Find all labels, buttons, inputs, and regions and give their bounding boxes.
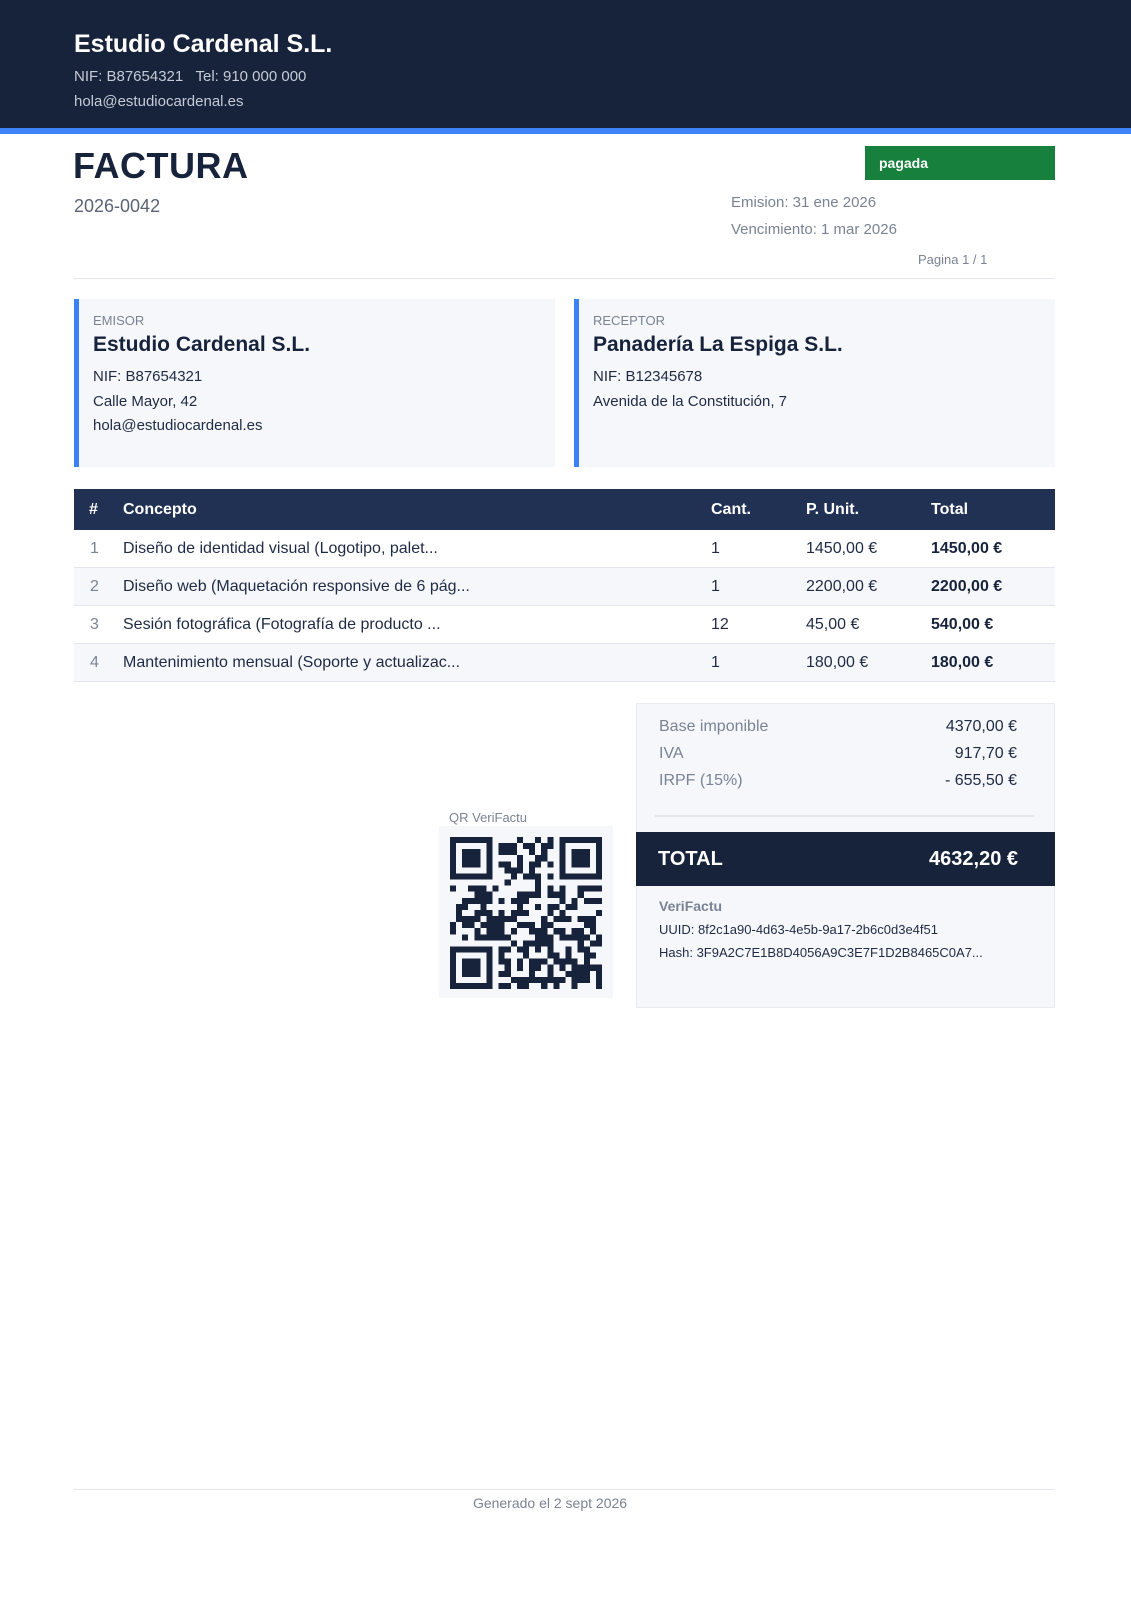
irpf-label: IRPF (15%) — [659, 772, 743, 789]
row-qty: 1 — [711, 644, 806, 682]
row-qty: 1 — [711, 530, 806, 568]
emisor-label: EMISOR — [93, 313, 145, 328]
row-concept: Sesión fotográfica (Fotografía de producto ... — [123, 606, 711, 644]
verifactu-hash: Hash: 3F9A2C7E1B8D4056A9C3E7F1D2B8465C0A7... — [659, 945, 983, 960]
col-header-total: Total — [931, 489, 1055, 530]
emisor-card — [74, 299, 555, 467]
row-total: 1450,00 € — [931, 530, 1055, 568]
divider — [74, 278, 1055, 279]
qr-code — [450, 837, 602, 989]
row-total: 180,00 € — [931, 644, 1055, 682]
company-nif-phone: NIF: B87654321 Tel: 910 000 000 — [74, 68, 307, 85]
col-header-concept: Concepto — [123, 489, 711, 530]
emisor-name: Estudio Cardenal S.L. — [93, 333, 311, 356]
receptor-label: RECEPTOR — [593, 313, 665, 328]
row-total: 2200,00 € — [931, 568, 1055, 606]
row-concept: Mantenimiento mensual (Soporte y actualizac... — [123, 644, 711, 682]
footer-generated-date: Generado el 2 sept 2026 — [472, 1495, 628, 1511]
row-index: 2 — [74, 568, 123, 606]
row-concept: Diseño web (Maquetación responsive de 6 pág... — [123, 568, 711, 606]
receptor-address: Avenida de la Constitución, 7 — [593, 393, 788, 410]
verifactu-title: VeriFactu — [659, 898, 723, 914]
grand-total-value: 4632,20 € — [929, 848, 1018, 870]
row-index: 3 — [74, 606, 123, 644]
row-unit-price: 1450,00 € — [806, 530, 931, 568]
base-value: 4370,00 € — [945, 718, 1017, 735]
invoice-number: 2026-0042 — [74, 196, 161, 216]
table-header-row — [74, 489, 1055, 530]
receptor-nif: NIF: B12345678 — [593, 368, 703, 385]
emisor-nif: NIF: B87654321 — [93, 368, 203, 385]
irpf-value: - 655,50 € — [944, 772, 1017, 789]
grand-total-bar — [636, 832, 1055, 886]
totals-divider — [655, 815, 1034, 817]
row-unit-price: 45,00 € — [806, 606, 931, 644]
qr-label: QR VeriFactu — [449, 810, 528, 825]
verifactu-uuid: UUID: 8f2c1a90-4d63-4e5b-9a17-2b6c0d3e4f51 — [659, 922, 938, 937]
status-badge: pagada — [865, 146, 1055, 180]
company-name: Estudio Cardenal S.L. — [74, 30, 333, 58]
qr-frame — [439, 826, 613, 998]
row-index: 1 — [74, 530, 123, 568]
grand-total-label: TOTAL — [658, 848, 723, 870]
iva-value: 917,70 € — [954, 745, 1017, 762]
row-qty: 1 — [711, 568, 806, 606]
due-date: Vencimiento: 1 mar 2026 — [731, 221, 897, 238]
table-row — [74, 530, 1055, 568]
col-header-index: # — [74, 489, 123, 530]
emisor-address: Calle Mayor, 42 — [93, 393, 198, 410]
row-total: 540,00 € — [931, 606, 1055, 644]
col-header-unit-price: P. Unit. — [806, 489, 931, 530]
row-qty: 12 — [711, 606, 806, 644]
col-header-qty: Cant. — [711, 489, 806, 530]
table-row — [74, 606, 1055, 644]
items-table — [74, 489, 1055, 682]
table-row — [74, 568, 1055, 606]
issue-date: Emision: 31 ene 2026 — [731, 194, 877, 211]
footer-divider — [74, 1489, 1055, 1490]
document-title: FACTURA — [73, 145, 249, 186]
header-accent-bar — [0, 128, 1131, 134]
iva-label: IVA — [659, 745, 684, 762]
table-row — [74, 644, 1055, 682]
receptor-name: Panadería La Espiga S.L. — [593, 333, 843, 356]
base-label: Base imponible — [659, 718, 769, 735]
row-unit-price: 180,00 € — [806, 644, 931, 682]
row-index: 4 — [74, 644, 123, 682]
company-email: hola@estudiocardenal.es — [74, 93, 244, 110]
emisor-email: hola@estudiocardenal.es — [93, 417, 263, 434]
row-unit-price: 2200,00 € — [806, 568, 931, 606]
row-concept: Diseño de identidad visual (Logotipo, palet... — [123, 530, 711, 568]
page-indicator: Pagina 1 / 1 — [918, 252, 988, 267]
totals-summary — [636, 703, 1055, 1008]
receptor-card — [574, 299, 1055, 467]
